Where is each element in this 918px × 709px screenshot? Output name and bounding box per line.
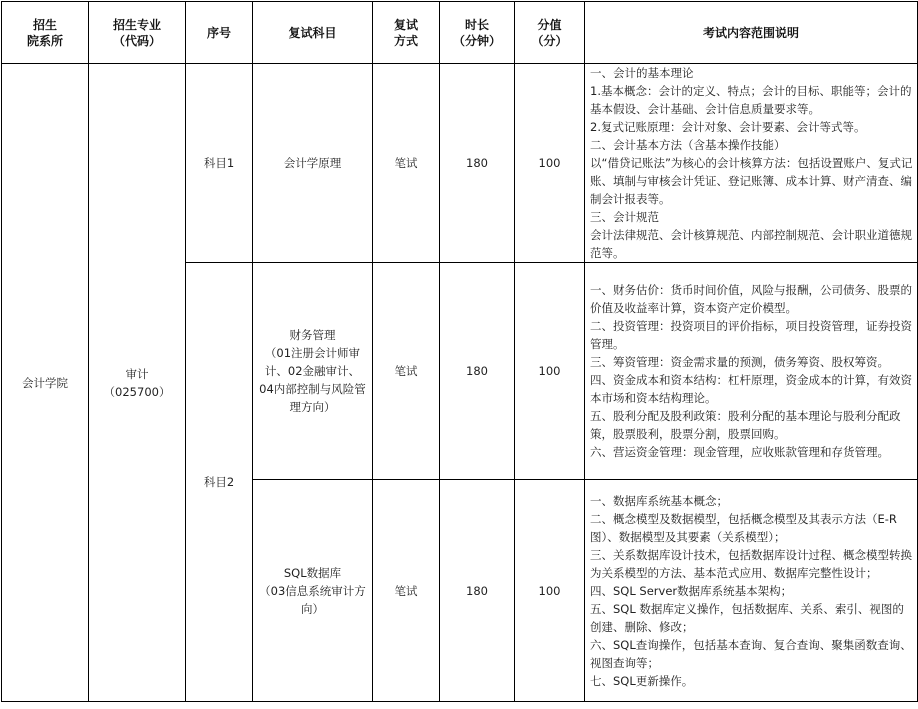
header-row (2, 2, 918, 64)
major-cell (89, 64, 186, 702)
scope-line: 会计法律规范、会计核算规范、内部控制规范、会计职业道德规范等。 (590, 228, 912, 260)
scope-line: 三、会计规范 (590, 210, 659, 224)
seq-cell: 科目1 (186, 64, 253, 263)
header-college: 招生 院系所 (2, 2, 89, 64)
table-row (2, 64, 918, 263)
subject-cell (253, 480, 373, 702)
major-code: （025700） (103, 384, 171, 399)
scope-line: 2.复式记账原理：会计对象、会计要素、会计等式等。 (590, 120, 866, 134)
scope-line: 一、会计的基本理论 (590, 66, 694, 80)
scope-cell (585, 480, 918, 702)
scope-line: 二、会计基本方法（含基本操作技能） (590, 138, 786, 152)
subject-line: 财务管理 (289, 328, 336, 342)
duration-cell: 180 (440, 480, 515, 702)
duration-cell: 180 (440, 263, 515, 480)
scope-line: 五、SQL 数据库定义操作，包括数据库、关系、索引、视图的创建、删除、修改； (590, 601, 904, 634)
header-method: 复试 方式 (373, 2, 440, 64)
subject-line: SQL数据库 (283, 565, 342, 580)
scope-line: 六、SQL查询操作，包括基本查询、复合查询、聚集函数查询、视图查询等； (590, 637, 912, 670)
major-name: 审计 (125, 366, 149, 381)
scope-line: 二、概念模型及数据模型，包括概念模型及其表示方法（E-R图）、数据模型及其要素（关系模型）； (590, 511, 897, 544)
scope-line: 二、投资管理：投资项目的评价指标，项目投资管理，证券投资管理。 (590, 319, 912, 351)
header-score: 分值 （分） (515, 2, 585, 64)
method-cell: 笔试 (373, 64, 440, 263)
duration-cell: 180 (440, 64, 515, 263)
header-major: 招生专业 （代码） (89, 2, 186, 64)
scope-line: 1.基本概念：会计的定义、特点；会计的目标、职能等；会计的基本假设、会计基础、会计信息质量要求等。 (590, 84, 912, 116)
score-cell: 100 (515, 64, 585, 263)
method-cell: 笔试 (373, 263, 440, 480)
subject-cell (253, 64, 373, 263)
subject-line: （01注册会计师审计、02金融审计、04内部控制与风险管理方向） (259, 346, 366, 414)
seq-cell: 科目2 (186, 263, 253, 702)
scope-line: 四、资金成本和资本结构：杠杆原理，资金成本的计算，有效资本市场和资本结构理论。 (590, 373, 912, 405)
scope-line: 四、SQL Server数据库系统基本架构； (590, 583, 793, 598)
score-cell: 100 (515, 480, 585, 702)
subject-line: 会计学原理 (283, 156, 342, 170)
subject-cell (253, 263, 373, 480)
exam-table (1, 1, 918, 702)
header-seq: 序号 (186, 2, 253, 64)
scope-line: 以“借贷记账法”为核心的会计核算方法：包括设置账户、复式记账、填制与审核会计凭证、登记账簿、成本计算、财产清查、编制会计报表等。 (590, 156, 913, 206)
scope-cell (585, 263, 918, 480)
scope-line: 一、数据库系统基本概念； (590, 493, 728, 508)
header-scope: 考试内容范围说明 (585, 2, 918, 64)
scope-line: 七、SQL更新操作。 (590, 673, 694, 688)
subject-line: （03信息系统审计方向） (259, 583, 366, 616)
score-cell: 100 (515, 263, 585, 480)
header-subject: 复试科目 (253, 2, 373, 64)
scope-line: 三、关系数据库设计技术，包括数据库设计过程、概念模型转换为关系模型的方法、基本范式应用、数据库完整性设计； (590, 547, 912, 580)
scope-line: 一、财务估价：货币时间价值，风险与报酬，公司债务、股票的价值及收益率计算，资本资产定价模型。 (590, 283, 912, 315)
scope-line: 三、筹资管理：资金需求量的预测，债务筹资、股权筹资。 (590, 355, 889, 369)
scope-line: 五、股利分配及股利政策：股利分配的基本理论与股利分配政策，股票股利，股票分割，股票回购。 (590, 409, 901, 441)
scope-cell (585, 64, 918, 263)
method-cell: 笔试 (373, 480, 440, 702)
scope-line: 六、营运资金管理：现金管理，应收账款管理和存货管理。 (590, 445, 889, 459)
header-duration: 时长 （分钟） (440, 2, 515, 64)
college-cell: 会计学院 (2, 64, 89, 702)
